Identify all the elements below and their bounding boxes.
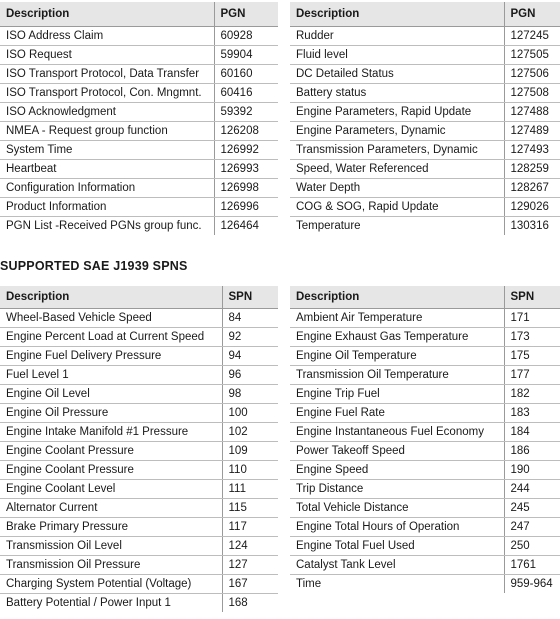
- table-row: [0, 518, 278, 537]
- table-row: [290, 65, 560, 84]
- table-row: [0, 328, 278, 347]
- code-cell: 109: [222, 442, 278, 461]
- code-cell: 126208: [214, 122, 278, 141]
- code-cell: 171: [504, 309, 560, 328]
- code-cell: 111: [222, 480, 278, 499]
- table-row: [0, 160, 278, 179]
- table-row: [0, 537, 278, 556]
- description-cell: Battery status: [290, 84, 504, 103]
- description-cell: Wheel-Based Vehicle Speed: [0, 309, 222, 328]
- table-row: [0, 309, 278, 328]
- code-cell: 126996: [214, 198, 278, 217]
- table-row: [0, 442, 278, 461]
- description-cell: Engine Exhaust Gas Temperature: [290, 328, 504, 347]
- table-row: [0, 556, 278, 575]
- description-cell: Engine Fuel Rate: [290, 404, 504, 423]
- header-description: Description: [290, 2, 504, 27]
- code-cell: 128259: [504, 160, 560, 179]
- table-row: [0, 65, 278, 84]
- header-description: Description: [0, 286, 222, 309]
- spn-table-right: [290, 286, 560, 593]
- pgn-table-left: [0, 2, 278, 235]
- description-cell: Engine Oil Level: [0, 385, 222, 404]
- code-cell: 102: [222, 423, 278, 442]
- code-cell: 127488: [504, 103, 560, 122]
- description-cell: Configuration Information: [0, 179, 214, 198]
- code-cell: 98: [222, 385, 278, 404]
- description-cell: Engine Oil Pressure: [0, 404, 222, 423]
- table-row: [290, 537, 560, 556]
- table-row: [0, 385, 278, 404]
- spn-table-left: [0, 286, 278, 612]
- description-cell: Product Information: [0, 198, 214, 217]
- description-cell: Engine Speed: [290, 461, 504, 480]
- table-row: [290, 404, 560, 423]
- header-pgn: PGN: [504, 2, 560, 27]
- code-cell: 959-964: [504, 575, 560, 594]
- code-cell: 127245: [504, 27, 560, 46]
- code-cell: 100: [222, 404, 278, 423]
- description-cell: Transmission Parameters, Dynamic: [290, 141, 504, 160]
- code-cell: 126992: [214, 141, 278, 160]
- table-row: [290, 103, 560, 122]
- code-cell: 126998: [214, 179, 278, 198]
- table-row: [0, 103, 278, 122]
- description-cell: Ambient Air Temperature: [290, 309, 504, 328]
- code-cell: 1761: [504, 556, 560, 575]
- description-cell: ISO Transport Protocol, Data Transfer: [0, 65, 214, 84]
- description-cell: Engine Parameters, Rapid Update: [290, 103, 504, 122]
- table-row: [0, 347, 278, 366]
- description-cell: Transmission Oil Pressure: [0, 556, 222, 575]
- code-cell: 60416: [214, 84, 278, 103]
- table-row: [0, 84, 278, 103]
- table-row: [0, 179, 278, 198]
- code-cell: 182: [504, 385, 560, 404]
- table-row: [0, 594, 278, 613]
- code-cell: 190: [504, 461, 560, 480]
- code-cell: 110: [222, 461, 278, 480]
- table-row: [290, 347, 560, 366]
- description-cell: Alternator Current: [0, 499, 222, 518]
- code-cell: 244: [504, 480, 560, 499]
- table-row: [290, 423, 560, 442]
- table-header-row: [0, 286, 278, 309]
- description-cell: Fluid level: [290, 46, 504, 65]
- table-row: [0, 27, 278, 46]
- code-cell: 60928: [214, 27, 278, 46]
- code-cell: 117: [222, 518, 278, 537]
- code-cell: 115: [222, 499, 278, 518]
- description-cell: ISO Request: [0, 46, 214, 65]
- description-cell: Catalyst Tank Level: [290, 556, 504, 575]
- description-cell: NMEA - Request group function: [0, 122, 214, 141]
- table-row: [290, 46, 560, 65]
- description-cell: Engine Instantaneous Fuel Economy: [290, 423, 504, 442]
- table-row: [0, 461, 278, 480]
- table-row: [0, 141, 278, 160]
- table-row: [290, 385, 560, 404]
- code-cell: 250: [504, 537, 560, 556]
- header-spn: SPN: [504, 286, 560, 309]
- table-header-row: [290, 286, 560, 309]
- description-cell: Time: [296, 578, 322, 590]
- table-row: [290, 499, 560, 518]
- code-cell: 127508: [504, 84, 560, 103]
- description-cell: DC Detailed Status: [290, 65, 504, 84]
- description-cell: Engine Parameters, Dynamic: [290, 122, 504, 141]
- description-cell: Engine Trip Fuel: [290, 385, 504, 404]
- table-row: [0, 423, 278, 442]
- code-cell: 175: [504, 347, 560, 366]
- header-description: Description: [290, 286, 504, 309]
- code-cell: 129026: [504, 198, 560, 217]
- table-row: [290, 575, 560, 594]
- code-cell: 247: [504, 518, 560, 537]
- table-row: [0, 46, 278, 65]
- table-row: [290, 217, 560, 236]
- code-cell: 183: [504, 404, 560, 423]
- code-cell: 186: [504, 442, 560, 461]
- code-cell: 168: [222, 594, 278, 613]
- description-cell: Engine Percent Load at Current Speed: [0, 328, 222, 347]
- description-cell: Engine Total Fuel Used: [290, 537, 504, 556]
- table-row: [0, 575, 278, 594]
- description-cell: Engine Coolant Pressure: [0, 442, 222, 461]
- description-cell: Engine Fuel Delivery Pressure: [0, 347, 222, 366]
- code-cell: 59904: [214, 46, 278, 65]
- description-cell: Engine Oil Temperature: [290, 347, 504, 366]
- table-row: [290, 179, 560, 198]
- code-cell: 126464: [214, 217, 278, 236]
- description-cell: Engine Coolant Pressure: [0, 461, 222, 480]
- description-cell: Charging System Potential (Voltage): [0, 575, 222, 594]
- table-header-row: [290, 2, 560, 27]
- description-cell: ISO Address Claim: [0, 27, 214, 46]
- table-header-row: [0, 2, 278, 27]
- description-cell: Transmission Oil Temperature: [290, 366, 504, 385]
- description-cell: Rudder: [290, 27, 504, 46]
- description-cell: Engine Intake Manifold #1 Pressure: [0, 423, 222, 442]
- code-cell: 124: [222, 537, 278, 556]
- table-row: [290, 556, 560, 575]
- table-row: [290, 309, 560, 328]
- code-cell: 127506: [504, 65, 560, 84]
- code-cell: 173: [504, 328, 560, 347]
- table-row: [290, 198, 560, 217]
- header-description: Description: [0, 2, 214, 27]
- table-row: [290, 328, 560, 347]
- description-cell: COG & SOG, Rapid Update: [290, 198, 504, 217]
- code-cell: 92: [222, 328, 278, 347]
- table-row: [0, 122, 278, 141]
- code-cell: 167: [222, 575, 278, 594]
- code-cell: 130316: [504, 217, 560, 236]
- code-cell: 245: [504, 499, 560, 518]
- table-row: [0, 198, 278, 217]
- description-cell: Heartbeat: [0, 160, 214, 179]
- table-row: [290, 122, 560, 141]
- code-cell: 127493: [504, 141, 560, 160]
- section-title: SUPPORTED SAE J1939 SPNS: [0, 259, 188, 273]
- table-row: [290, 480, 560, 499]
- table-row: [290, 27, 560, 46]
- code-cell: 184: [504, 423, 560, 442]
- description-cell: Power Takeoff Speed: [290, 442, 504, 461]
- table-row: [290, 461, 560, 480]
- pgn-table-right: [290, 2, 560, 235]
- description-cell: Engine Total Hours of Operation: [290, 518, 504, 537]
- description-cell: ISO Transport Protocol, Con. Mngmnt.: [0, 84, 214, 103]
- description-cell: ISO Acknowledgment: [0, 103, 214, 122]
- description-cell: Fuel Level 1: [0, 366, 222, 385]
- table-row: [290, 84, 560, 103]
- code-cell: 127505: [504, 46, 560, 65]
- code-cell: 126993: [214, 160, 278, 179]
- code-cell: 60160: [214, 65, 278, 84]
- description-cell: Temperature: [296, 220, 361, 232]
- table-row: [0, 404, 278, 423]
- description-cell: Water Depth: [290, 179, 504, 198]
- header-pgn: PGN: [214, 2, 278, 27]
- table-row: [0, 499, 278, 518]
- code-cell: 96: [222, 366, 278, 385]
- code-cell: 94: [222, 347, 278, 366]
- description-cell: Engine Coolant Level: [0, 480, 222, 499]
- header-spn: SPN: [222, 286, 278, 309]
- description-cell: System Time: [0, 141, 214, 160]
- code-cell: 127: [222, 556, 278, 575]
- table-row: [0, 480, 278, 499]
- code-cell: 59392: [214, 103, 278, 122]
- description-cell: Total Vehicle Distance: [290, 499, 504, 518]
- table-row: [290, 160, 560, 179]
- description-cell: Transmission Oil Level: [0, 537, 222, 556]
- code-cell: 128267: [504, 179, 560, 198]
- description-cell: PGN List -Received PGNs group func.: [6, 220, 202, 232]
- table-row: [0, 217, 278, 236]
- code-cell: 84: [222, 309, 278, 328]
- table-row: [290, 366, 560, 385]
- code-cell: 177: [504, 366, 560, 385]
- code-cell: 127489: [504, 122, 560, 141]
- description-cell: Speed, Water Referenced: [290, 160, 504, 179]
- table-row: [290, 141, 560, 160]
- description-cell: Trip Distance: [290, 480, 504, 499]
- table-row: [290, 518, 560, 537]
- description-cell: Battery Potential / Power Input 1: [6, 597, 171, 609]
- table-row: [290, 442, 560, 461]
- description-cell: Brake Primary Pressure: [0, 518, 222, 537]
- table-row: [0, 366, 278, 385]
